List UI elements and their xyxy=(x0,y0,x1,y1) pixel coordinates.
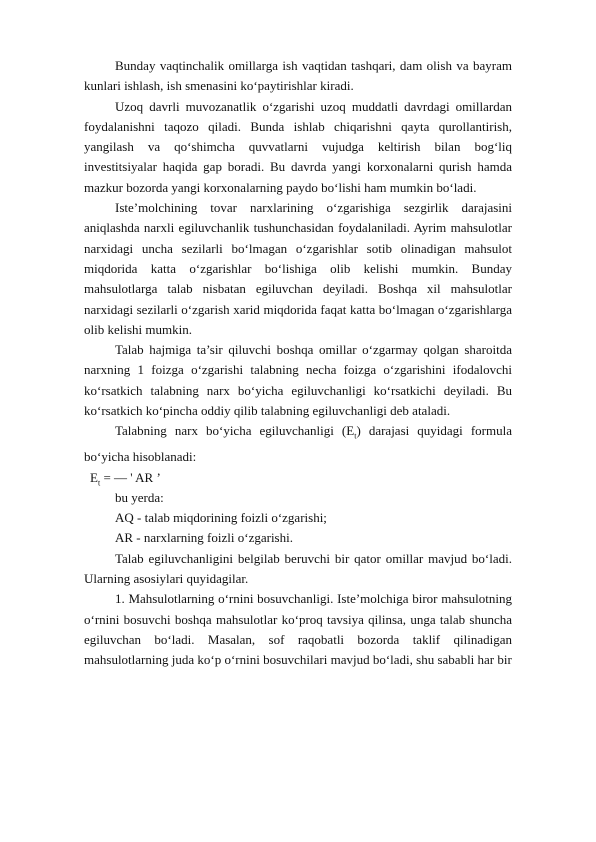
paragraph-substitutability: 1. Mahsulotlarning o‘rnini bosuvchanligi. Iste’molchiga biror mahsulotning o‘rnini bosuvchi boshqa mahsulotlar ko‘proq tavsiya qilinsa, unga talab shuncha egiluvchan bo‘ladi. Masalan, sof raqobatli bozorda taklif qilinadigan mahsulotlarning juda ko‘p o‘rnini bosuvchilari mavjud bo‘ladi, shu sababli har bir xyxy=(84,591,512,668)
document-page xyxy=(84,56,512,671)
elasticity-formula xyxy=(90,468,512,488)
paragraph-temporary-factors: Bunday vaqtinchalik omillarga ish vaqtidan tashqari, dam olish va bayram kunlari ishlash, ish smenasini ko‘paytirishlar kiradi. xyxy=(84,58,512,94)
where-label: bu yerda: xyxy=(115,489,164,505)
definition-aq: AQ - talab miqdorining foizli o‘zgarishi; xyxy=(115,510,327,526)
formula-symbol: E xyxy=(90,469,98,485)
paragraph-elasticity-factors: Talab egiluvchanligini belgilab beruvchi bir qator omillar mavjud bo‘ladi. Ularning asosiylari quyidagilar. xyxy=(84,550,512,587)
definition-ar: AR - narxlarning foizli o‘zgarishi. xyxy=(115,530,293,546)
paragraph-long-term-equilibrium: Uzoq davrli muvozanatlik o‘zgarishi uzoq muddatli davrdagi omillardan foydalanishni taqozo qiladi. Bunda ishlab chiqarishni qayta qurollantirish, yangilash va qo‘shimcha quvvatlarni vujudga keltirish bilan bog‘liq investitsiyalar haqida gap boradi. Bu davrda yangi korxonalarni qurish hamda mazkur bozorda yangi korxonalarning paydo bo‘lishi ham mumkin bo‘ladi. xyxy=(84,98,512,195)
formula-intro-text: Talabning narx bo‘yicha egiluvchanligi (E xyxy=(115,423,355,439)
paragraph-elasticity-definition: Talab hajmiga ta’sir qiluvchi boshqa omillar o‘zgarmay qolgan sharoitda narxning 1 foizga o‘zgarishi talabning necha foizga o‘zgarishini ifodalovchi ko‘rsatkich talabning narx bo‘yicha egiluvchanligi ko‘rsatkichi deyiladi. Bu ko‘rsatkich ko‘pincha oddiy qilib talabning egiluvchanligi deb ataladi. xyxy=(84,342,512,419)
formula-intro-subscript: t xyxy=(354,431,357,441)
paragraph-price-elasticity-intro: Iste’molchining tovar narxlarining o‘zgarishiga sezgirlik darajasini aniqlashda narxli egiluvchanlik tushunchasidan foydalaniladi. Ayrim mahsulotlar narxidagi uncha sezilarli bo‘lmagan o‘zgarishlar sotib olinadigan mahsulot miqdorida katta o‘zgarishlar bo‘lishiga olib kelishi mumkin. Bunday mahsulotlarga talab nisbatan egiluvchan deyiladi. Boshqa xil mahsulotlar narxidagi sezilarli o‘zgarish xarid miqdorida faqat katta bo‘lmagan o‘zgarishlarga olib kelishi mumkin. xyxy=(84,200,512,337)
formula-intro-end: ) darajasi quyidagi formula bo‘yicha hisoblanadi: xyxy=(84,423,512,465)
paragraph-formula-intro xyxy=(84,421,512,467)
formula-subscript: t xyxy=(97,478,101,488)
formula-expression: = — ' AR ’ xyxy=(100,469,161,485)
